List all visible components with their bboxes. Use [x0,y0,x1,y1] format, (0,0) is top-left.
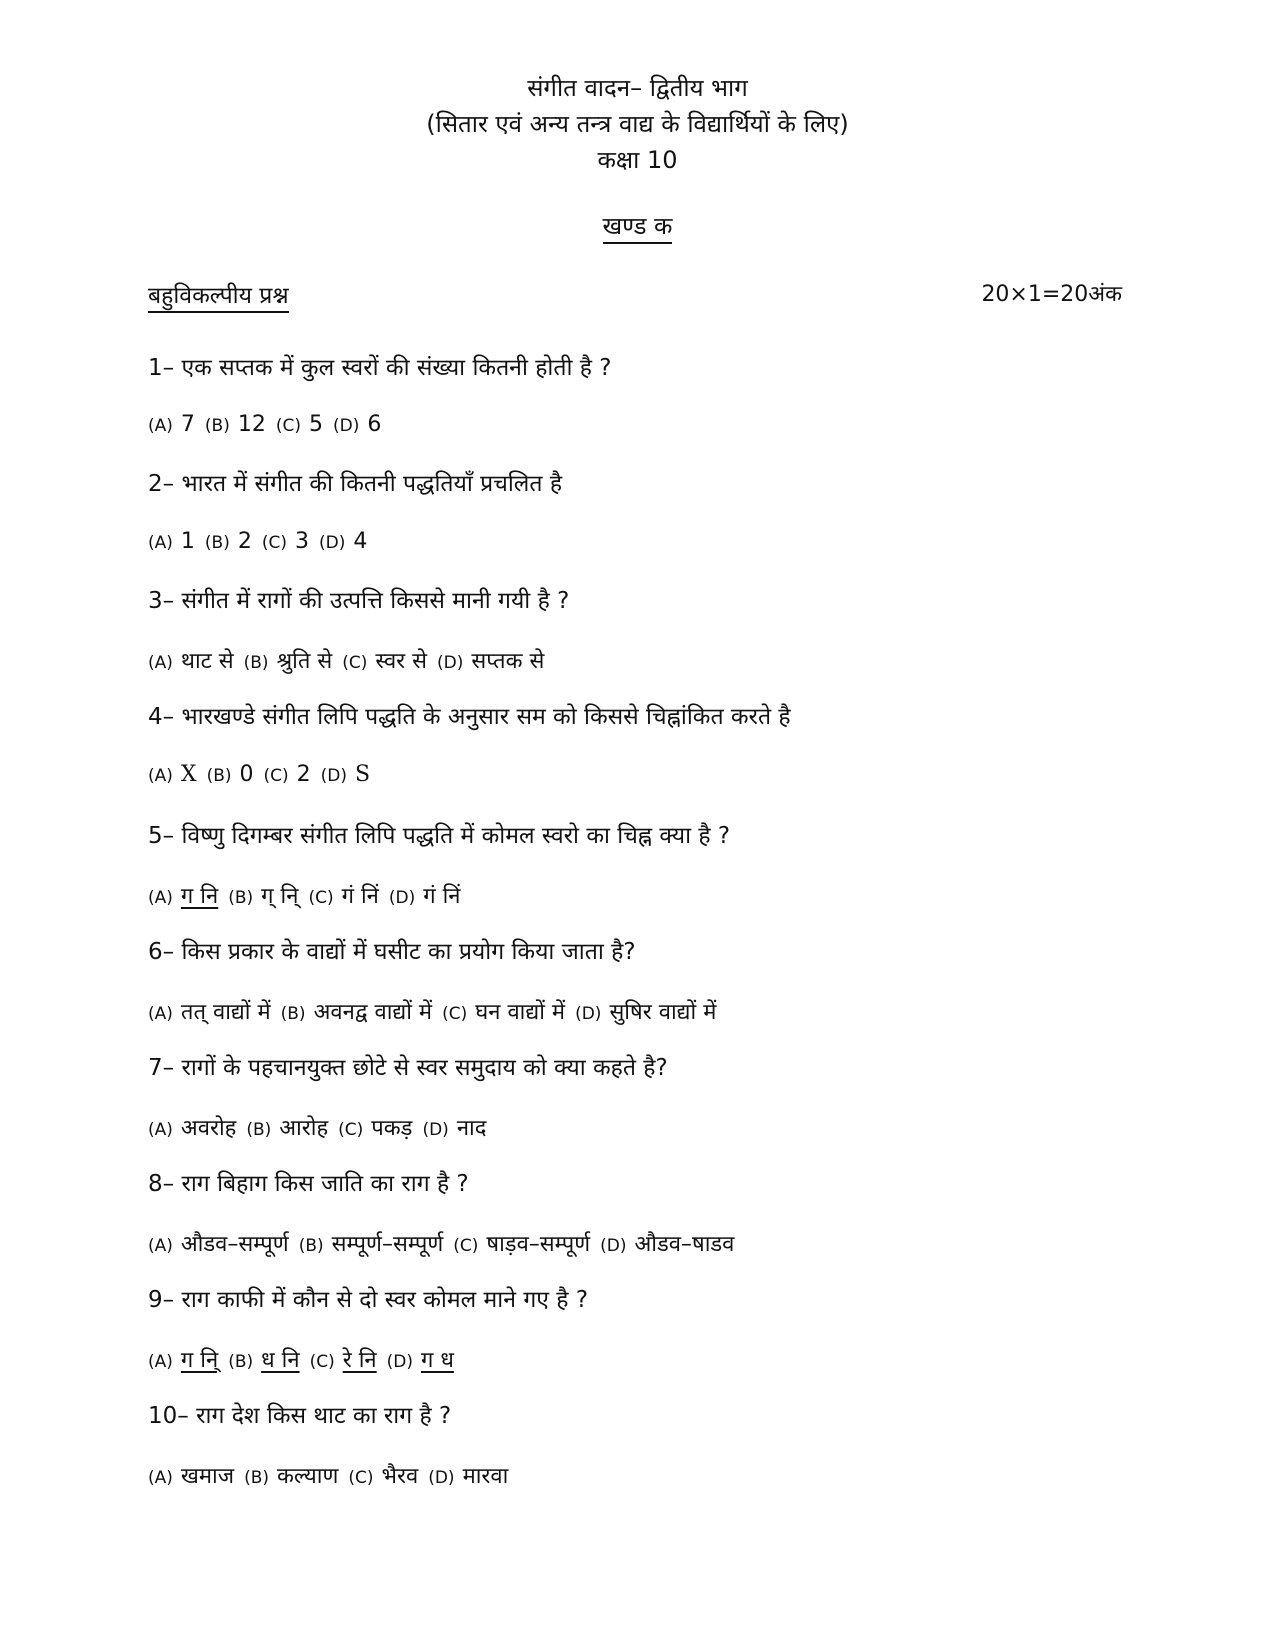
options-5 [148,880,471,910]
option-letter: (C) [442,1004,468,1024]
question-8: 8– राग बिहाग किस जाति का राग है ? [148,1171,469,1197]
option-text: खमाज [180,1464,235,1489]
options-1 [148,412,391,437]
option-letter: (A) [148,888,173,908]
option-letter: (B) [204,533,230,553]
option-letter: (A) [148,1468,173,1488]
option-letter: (B) [298,1236,324,1256]
option-text: गं निं [341,884,379,909]
option-letter: (B) [204,416,230,436]
option-text: अवरोह [180,1116,237,1141]
option-text: 2 [296,762,311,787]
option-text: ग ध [420,1348,454,1373]
option-text: मारवा [462,1464,509,1489]
option-text: 5 [308,412,323,437]
option-text: ग नि् [180,1348,219,1373]
option-text: सप्तक से [471,649,545,674]
section-heading: खण्ड क [0,210,1275,242]
question-1: 1– एक सप्तक में कुल स्वरों की संख्या कितनी होती है ? [148,355,612,381]
options-2 [148,529,377,554]
option-letter: (B) [228,1352,254,1372]
option-letter: (D) [332,416,360,436]
option-text: षाड़व–सम्पूर्ण [486,1232,591,1257]
option-letter: (D) [320,766,348,786]
option-letter: (A) [148,1352,173,1372]
class-label: कक्षा 10 [597,146,678,174]
option-letter: (C) [338,1120,364,1140]
option-text: गं निं [423,884,461,909]
paper-title: संगीत वादन– द्वितीय भाग [527,74,748,102]
options-6 [148,996,726,1026]
option-letter: (C) [263,766,289,786]
option-text: 1 [180,529,195,554]
question-4: 4– भारखण्डे संगीत लिपि पद्धति के अनुसार सम को किससे चिह्नांकित करते है [148,704,791,730]
question-9: 9– राग काफी में कौन से दो स्वर कोमल माने गए है ? [148,1287,589,1313]
question-7: 7– रागों के पहचानयुक्त छोटे से स्वर समुदाय को क्या कहते है? [148,1055,668,1081]
options-10 [148,1460,518,1490]
paper-subtitle: (सितार एवं अन्य तन्त्र वाद्य के विद्यार्थियों के लिए) [426,110,849,138]
option-letter: (A) [148,766,173,786]
option-text: X [180,762,197,787]
option-letter: (A) [148,1120,173,1140]
option-text: सुषिर वाद्यों में [609,1000,717,1025]
options-3 [148,645,554,675]
option-letter: (A) [148,1236,173,1256]
option-text: रे नि [342,1348,377,1373]
option-text: 4 [353,529,368,554]
question-2: 2– भारत में संगीत की कितनी पद्धतियाँ प्रचलित है [148,471,563,497]
option-text: ग् नि् [261,884,299,909]
option-letter: (D) [575,1004,602,1024]
option-text: भैरव [381,1464,419,1489]
option-text: औडव–षाडव [634,1232,735,1257]
option-text: आरोह [279,1116,329,1141]
options-7 [148,1112,496,1142]
question-10: 10– राग देश किस थाट का राग है ? [148,1403,452,1429]
option-letter: (B) [280,1004,306,1024]
option-letter: (A) [148,653,173,673]
option-letter: (C) [275,416,301,436]
option-text: 2 [237,529,252,554]
option-text: 3 [294,529,309,554]
option-letter: (D) [388,888,416,908]
option-text: कल्याण [277,1464,339,1489]
option-letter: (C) [348,1468,374,1488]
question-6: 6– किस प्रकार के वाद्यों में घसीट का प्रयोग किया जाता है? [148,939,636,965]
option-letter: (B) [228,888,254,908]
option-text: पकड़ [371,1116,413,1141]
option-text: सम्पूर्ण–सम्पूर्ण [331,1232,444,1257]
option-letter: (D) [422,1120,449,1140]
option-letter: (C) [261,533,287,553]
option-letter: (B) [206,766,232,786]
option-letter: (A) [148,533,173,553]
question-5: 5– विष्णु दिगम्बर संगीत लिपि पद्धति में कोमल स्वरो का चिह्न क्या है ? [148,823,731,849]
option-text: औडव–सम्पूर्ण [180,1232,289,1257]
option-letter: (A) [148,416,173,436]
options-8 [148,1228,744,1258]
option-letter: (D) [437,653,464,673]
option-text: तत् वाद्यों में [180,1000,271,1025]
option-text: S [355,762,371,787]
option-text: थाट से [180,649,234,674]
option-text: श्रुति से [276,649,333,674]
option-letter: (D) [600,1236,627,1256]
option-text: 6 [367,412,382,437]
option-letter: (D) [386,1352,413,1372]
options-4 [148,762,380,787]
mcq-heading: बहुविकल्पीय प्रश्न [148,278,289,310]
option-text: घन वाद्यों में [475,1000,566,1025]
option-text: 7 [180,412,195,437]
option-letter: (C) [309,1352,335,1372]
option-letter: (D) [428,1468,455,1488]
option-text: अवनद्व वाद्यों में [313,1000,433,1025]
option-letter: (B) [246,1120,272,1140]
option-letter: (A) [148,1004,173,1024]
option-letter: (B) [243,653,269,673]
question-3: 3– संगीत में रागों की उत्पत्ति किससे मानी गयी है ? [148,588,570,614]
option-text: स्वर से [375,649,428,674]
option-letter: (C) [308,888,334,908]
option-letter: (B) [244,1468,270,1488]
option-letter: (C) [453,1236,479,1256]
option-text: 0 [239,762,254,787]
option-text: नाद [456,1116,487,1141]
option-text: 12 [237,412,266,437]
option-letter: (C) [342,653,368,673]
option-text: ग नि [180,884,219,909]
marks-label: 20×1=20अंक [981,282,1122,307]
option-text: ध नि [261,1348,300,1373]
option-letter: (D) [318,533,346,553]
options-9 [148,1344,464,1374]
